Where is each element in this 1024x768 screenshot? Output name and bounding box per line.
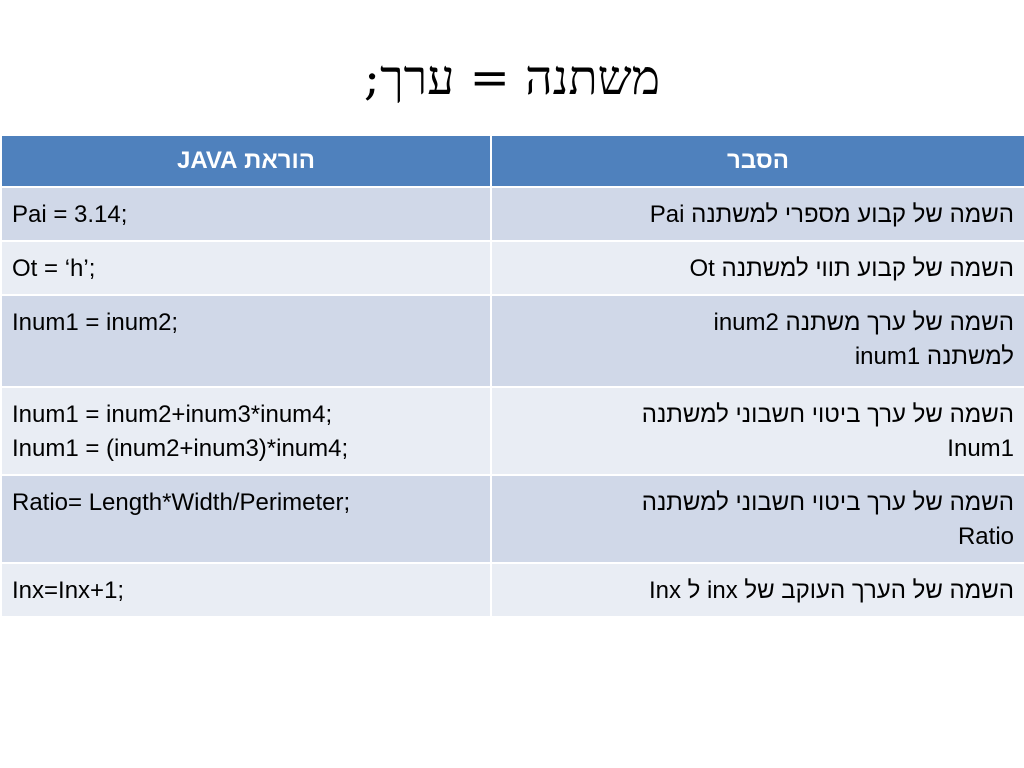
explanation-line: השמה של הערך העוקב של inx ל Inx: [648, 577, 1014, 604]
explanation-line: השמה של קבוע מספרי למשתנה Pai: [649, 201, 1014, 228]
code-line: Ot = ‘h’;: [12, 255, 96, 282]
code-cell: [1, 563, 491, 617]
explanation-cell: [491, 187, 1024, 241]
code-line: Pai = 3.14;: [12, 201, 128, 228]
explanation-line: השמה של קבוע תווי למשתנה Ot: [689, 255, 1014, 282]
explanation-line: Inum1: [947, 435, 1014, 462]
table-row: [1, 563, 1024, 617]
table-row: [1, 295, 1024, 387]
table-row: [1, 475, 1024, 563]
code-line: Ratio= Length*Width/Perimeter;: [12, 489, 351, 516]
header-explanation: הסבר: [491, 135, 1024, 187]
explanation-cell: [491, 241, 1024, 295]
explanation-cell: [491, 475, 1024, 563]
code-line: Inum1 = (inum2+inum3)*inum4;: [12, 435, 349, 462]
assignment-table-container: [0, 134, 1024, 618]
code-cell: [1, 187, 491, 241]
explanation-line: למשתנה inum1: [854, 343, 1014, 370]
code-cell: [1, 241, 491, 295]
explanation-cell: [491, 295, 1024, 387]
code-cell: [1, 295, 491, 387]
slide-title: משתנה = ערך;: [363, 50, 661, 106]
assignment-table: [0, 134, 1024, 618]
explanation-line: השמה של ערך ביטוי חשבוני למשתנה: [641, 401, 1014, 428]
explanation-line: Ratio: [957, 523, 1014, 550]
explanation-line: השמה של ערך משתנה inum2: [713, 309, 1014, 336]
explanation-cell: [491, 563, 1024, 617]
table-row: [1, 187, 1024, 241]
code-line: Inum1 = inum2+inum3*inum4;: [12, 401, 333, 428]
explanation-cell: [491, 387, 1024, 475]
code-line: Inum1 = inum2;: [12, 309, 179, 336]
table-row: [1, 241, 1024, 295]
code-line: Inx=Inx+1;: [12, 577, 125, 604]
code-cell: [1, 387, 491, 475]
table-row: [1, 387, 1024, 475]
header-java-instruction: הוראת JAVA: [1, 135, 491, 187]
code-cell: [1, 475, 491, 563]
explanation-line: השמה של ערך ביטוי חשבוני למשתנה: [641, 489, 1014, 516]
table-header-row: [1, 135, 1024, 187]
